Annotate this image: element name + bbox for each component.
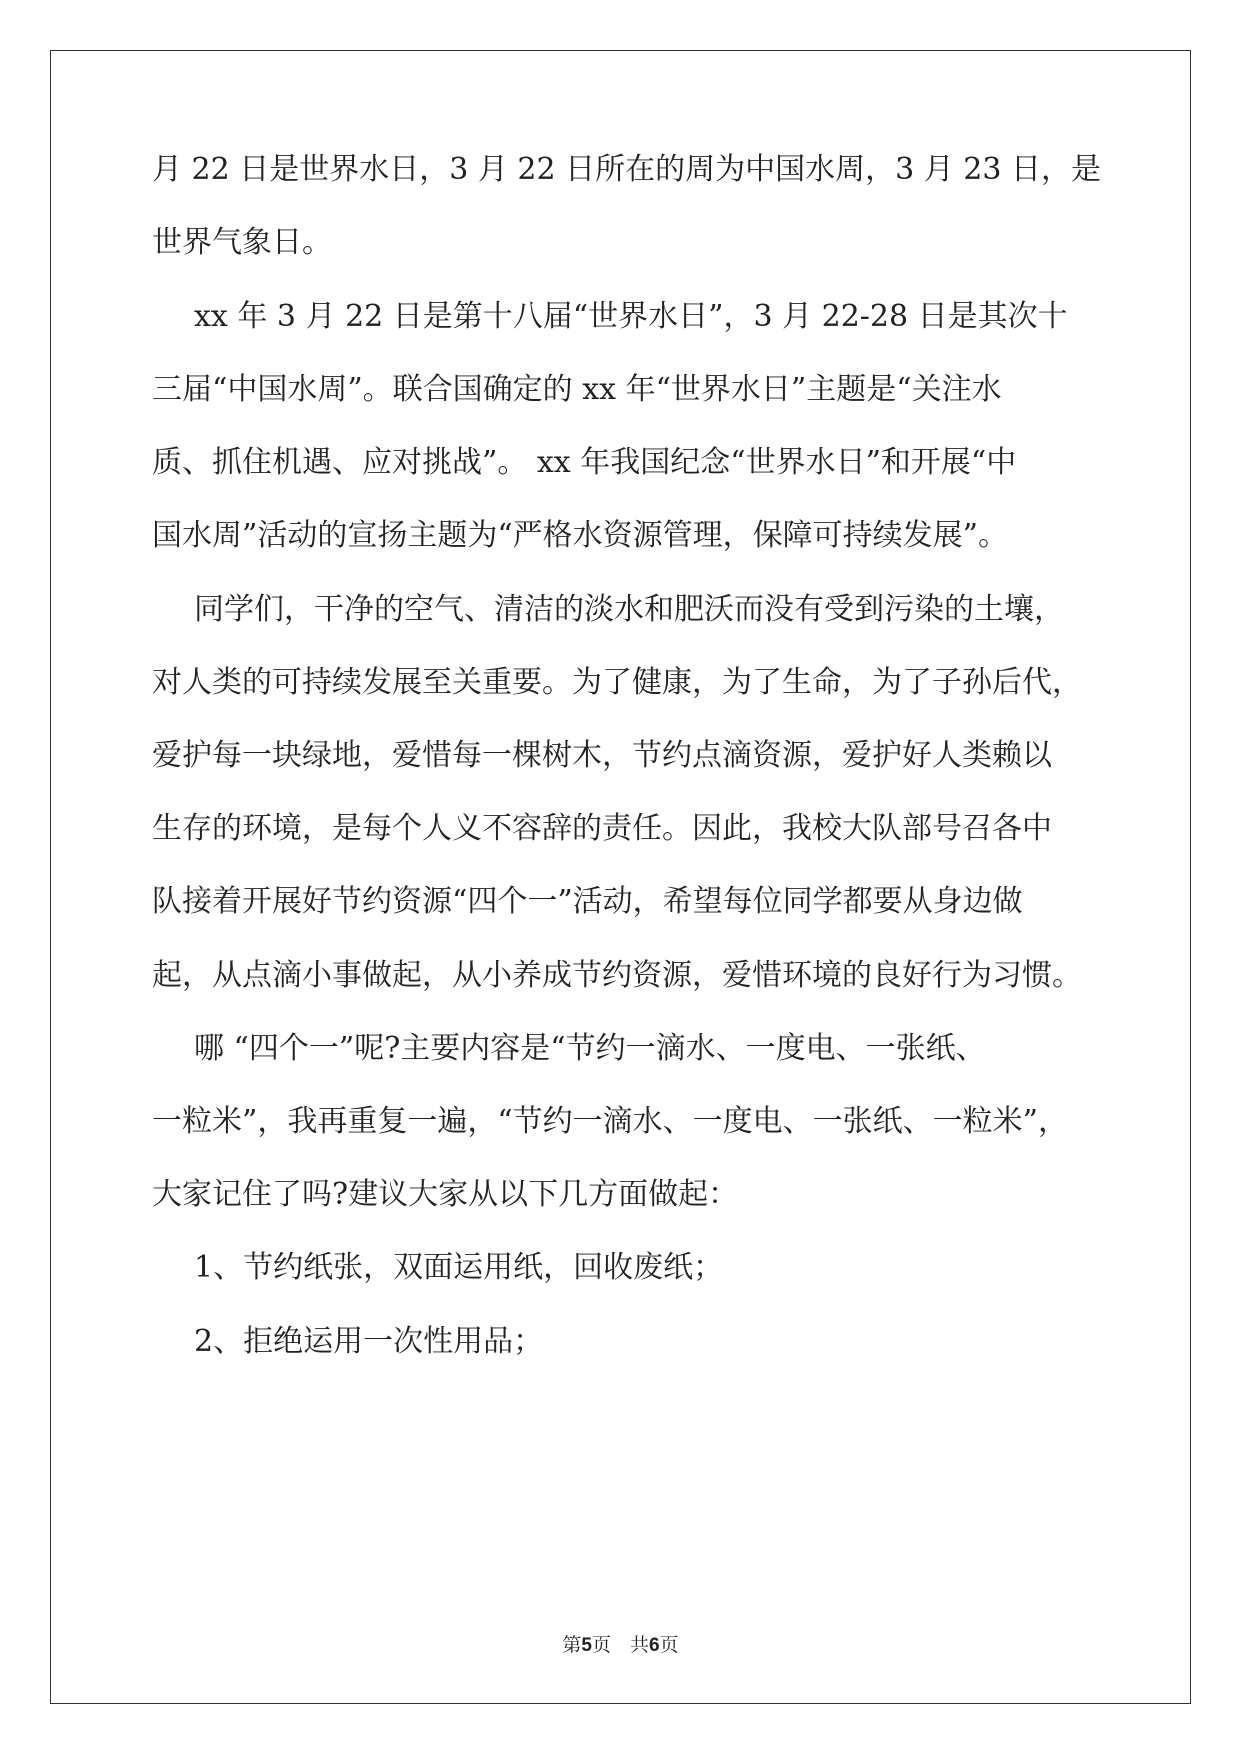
text-line: 月 22 日是世界水日，3 月 22 日所在的周为中国水周，3 月 23 日，是 bbox=[152, 152, 1101, 187]
text-line: 哪 “四个一”呢?主要内容是“节约一滴水、一度电、一张纸、 bbox=[194, 1031, 986, 1066]
text-line: 爱护每一块绿地，爱惜每一棵树木，节约点滴资源，爱护好人类赖以 bbox=[152, 738, 1052, 773]
footer-mid: 页 共 bbox=[591, 1634, 649, 1656]
text-line: 生存的环境，是每个人义不容辞的责任。因此，我校大队部号召各中 bbox=[152, 811, 1052, 846]
footer-suffix: 页 bbox=[659, 1634, 679, 1656]
text-line: 2、拒绝运用一次性用品； bbox=[194, 1324, 544, 1359]
page-footer bbox=[0, 1630, 1241, 1657]
page-total: 6 bbox=[649, 1635, 660, 1656]
text-line: 一粒米”，我再重复一遍，“节约一滴水、一度电、一张纸、一粒米”， bbox=[152, 1104, 1069, 1139]
text-line: 国水周”活动的宣扬主题为“严格水资源管理，保障可持续发展”。 bbox=[152, 518, 1009, 553]
text-line: 起，从点滴小事做起，从小养成节约资源，爱惜环境的良好行为习惯。 bbox=[152, 958, 1082, 993]
text-line: 大家记住了吗?建议大家从以下几方面做起： bbox=[152, 1177, 739, 1212]
text-line: 世界气象日。 bbox=[152, 225, 332, 260]
text-line: 同学们，干净的空气、清洁的淡水和肥沃而没有受到污染的土壤， bbox=[194, 592, 1064, 627]
text-line: 质、抓住机遇、应对挑战”。 xx 年我国纪念“世界水日”和开展“中 bbox=[152, 445, 1017, 480]
text-line: 三届“中国水周”。联合国确定的 xx 年“世界水日”主题是“关注水 bbox=[152, 372, 1002, 407]
page-number: 5 bbox=[581, 1635, 592, 1656]
footer-prefix: 第 bbox=[562, 1634, 582, 1656]
text-line: xx 年 3 月 22 日是第十八届“世界水日”，3 月 22-28 日是其次十 bbox=[194, 299, 1068, 334]
text-line: 队接着开展好节约资源“四个一”活动，希望每位同学都要从身边做 bbox=[152, 884, 1023, 919]
text-line: 对人类的可持续发展至关重要。为了健康，为了生命，为了子孙后代， bbox=[152, 665, 1082, 700]
text-line: 1、节约纸张，双面运用纸，回收废纸； bbox=[194, 1250, 724, 1285]
